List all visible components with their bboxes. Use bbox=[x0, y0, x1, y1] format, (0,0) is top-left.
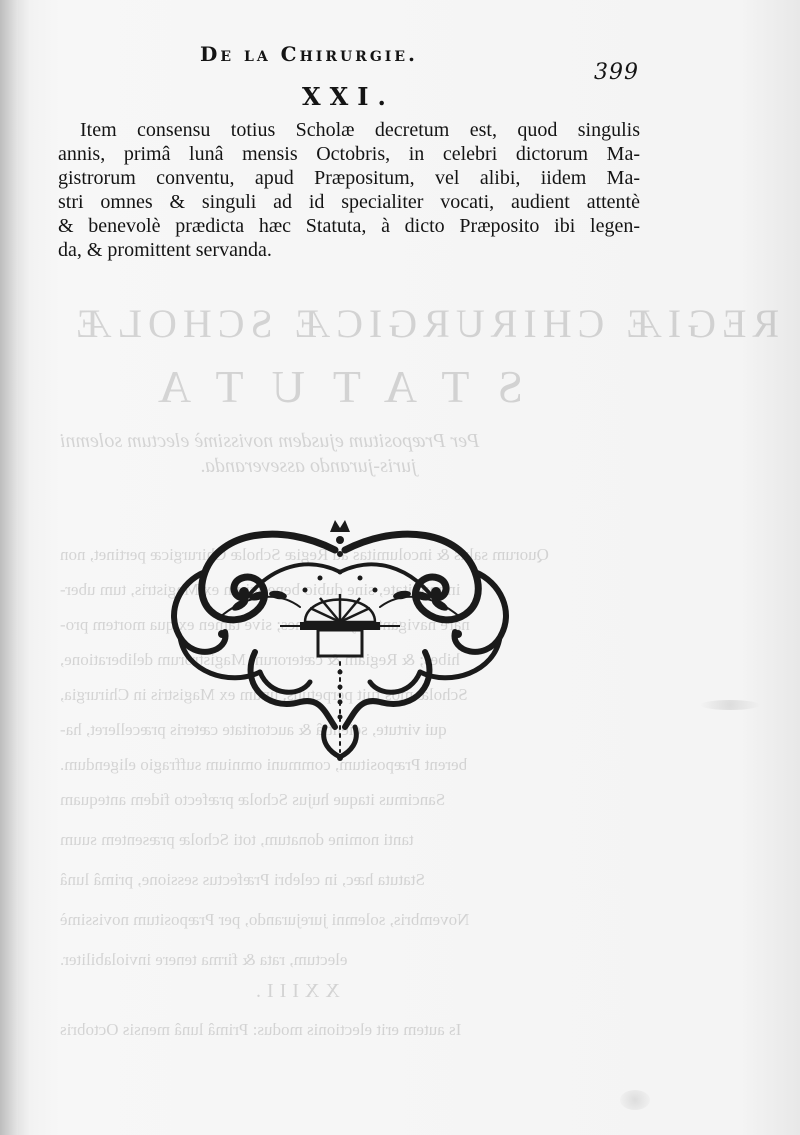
paper-stain bbox=[700, 700, 760, 710]
ornament-tailpiece-icon bbox=[160, 512, 520, 762]
binding-gutter bbox=[0, 0, 18, 1135]
article-number: XXI. bbox=[302, 82, 395, 111]
text-line: da, & promittent servanda. bbox=[58, 239, 272, 261]
paper-stain bbox=[620, 1090, 650, 1110]
text-line: gistrorum conventu, apud Præpositum, vel alibi, iidem Ma- bbox=[58, 167, 640, 189]
page-number: 399 bbox=[594, 60, 639, 85]
text-line: annis, primâ lunâ mensis Octobris, in celebri dictorum Ma- bbox=[58, 143, 640, 165]
text-line: stri omnes & singuli ad id specialiter vocati, audient attentè bbox=[58, 191, 640, 213]
text-line: Item consensu totius Scholæ decretum est, quod singulis bbox=[80, 119, 640, 141]
text-line: & benevolè prædicta hæc Statuta, à dicto Præposito ibi legen- bbox=[58, 215, 640, 237]
running-head: De la Chirurgie. bbox=[200, 42, 418, 66]
show-through-text: REGIÆ CHIRURGICÆ SCHOLÆ STATUTA Per Præpositum ejusdem novissimè electum solemni juris-jurando asseveranda. Quorum salus & incolumitas ad Regiæ Scholæ Chirurgicæ pertinet, non immunitate, sine dubio beneficium ex Magistris, tum uber- nare navigantes, jam omnes; sive tamen ex qua mortem pro- hibes; & Regiam & cæterorum Magistrorum deliberatione, Scholæ mos fuit perpetuus, unum ex Magistris in Chirurgia, qui virtute, scientiâ & auctoritate cæteris præcelleret, ha- berent Præpositum, communi omnium suffragio eligendum. Sancimus itaque hujus Scholæ præfecto fidem antequam tanti nomine donatum, toti Scholæ præsentem suum Statuta hæc, in celebri Præfectus sessione, primâ lunâ Novembris, solemni jurejurando, per Præpositum novissimè electum, rata & firma tenere inviolabiliter. XXIII. Is autem erit electionis modus: Primâ lunâ mensis Octobris bbox=[60, 301, 780, 1039]
article-text bbox=[58, 118, 640, 262]
